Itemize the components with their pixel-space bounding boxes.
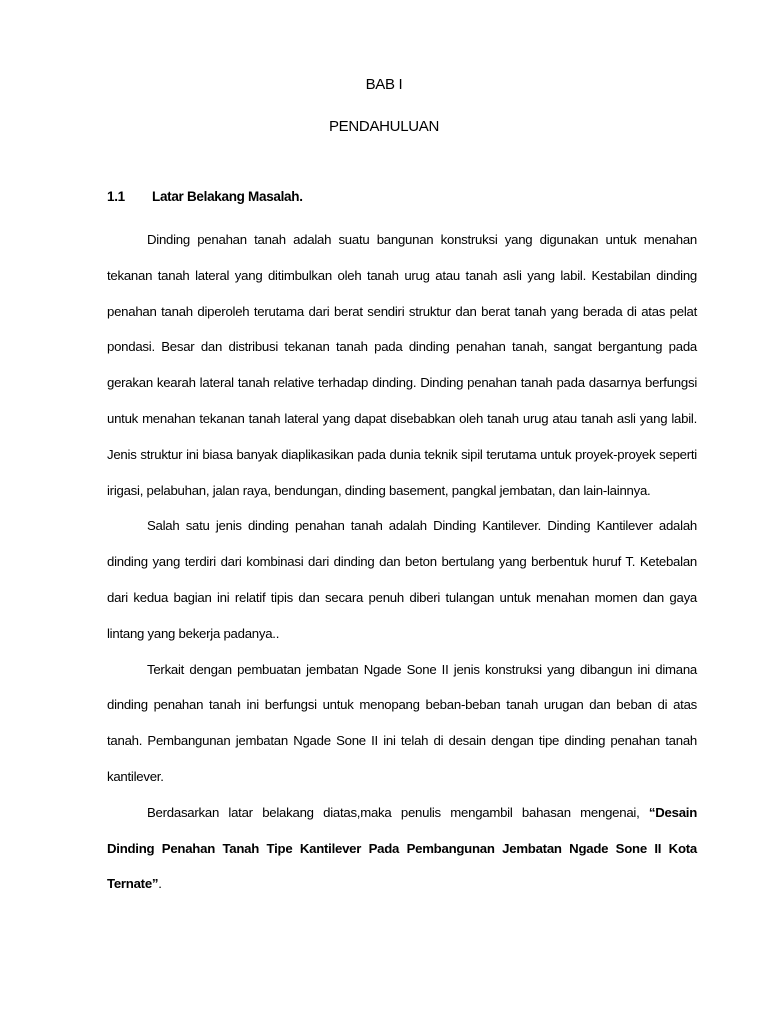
paragraph-2: Salah satu jenis dinding penahan tanah adalah Dinding Kantilever. Dinding Kantilever adalah dinding yang terdiri dari kombinasi dari dinding dan beton bertulang yang berbentuk huruf T. Ketebalan dari kedua bagian ini relatif tipis dan secara penuh diberi tulangan untuk menahan momen dan gaya lintang yang bekerja padanya..: [107, 518, 697, 641]
paragraph-4: [107, 795, 697, 902]
paragraph-4-tail: .: [158, 876, 162, 892]
chapter-title: PENDAHULUAN: [328, 118, 440, 135]
paragraph-1: Dinding penahan tanah adalah suatu bangunan konstruksi yang digunakan untuk menahan tekanan tanah lateral yang ditimbulkan oleh tanah urug atau tanah asli yang labil. Kestabilan dinding penahan tanah diperoleh terutama dari berat sendiri struktur dan berat tanah yang berada di atas pelat pondasi. Besar dan distribusi tekanan tanah pada dinding penahan tanah, sangat bergantung pada gerakan kearah lateral tanah relative terhadap dinding. Dinding penahan tanah pada dasarnya berfungsi untuk menahan tekanan tanah lateral yang dapat disebabkan oleh tanah urug atau tanah asli yang labil. Jenis struktur ini biasa banyak diaplikasikan pada dunia teknik sipil terutama untuk proyek-proyek seperti irigasi, pelabuhan, jalan raya, bendungan, dinding basement, pangkal jembatan, dan lain-lainnya.: [107, 232, 697, 498]
chapter-heading: BAB I: [365, 76, 403, 93]
paragraph-4-lead: Berdasarkan latar belakang diatas,maka penulis mengambil bahasan mengenai,: [147, 804, 649, 820]
body-text: [107, 222, 697, 902]
paragraph-3: Terkait dengan pembuatan jembatan Ngade Sone II jenis konstruksi yang dibangun ini dimana dinding penahan tanah ini berfungsi untuk menopang beban-beban tanah urugan dan beban di atas tanah. Pembangunan jembatan Ngade Sone II ini telah di desain dengan tipe dinding penahan tanah kantilever.: [107, 661, 697, 784]
section-number: 1.1: [107, 189, 125, 204]
section-heading: [107, 189, 303, 204]
section-title: Latar Belakang Masalah.: [152, 189, 303, 204]
thesis-title: “Desain Dinding Penahan Tanah Tipe Kantilever Pada Pembangunan Jembatan Ngade Sone II Kota Ternate”: [107, 804, 697, 892]
